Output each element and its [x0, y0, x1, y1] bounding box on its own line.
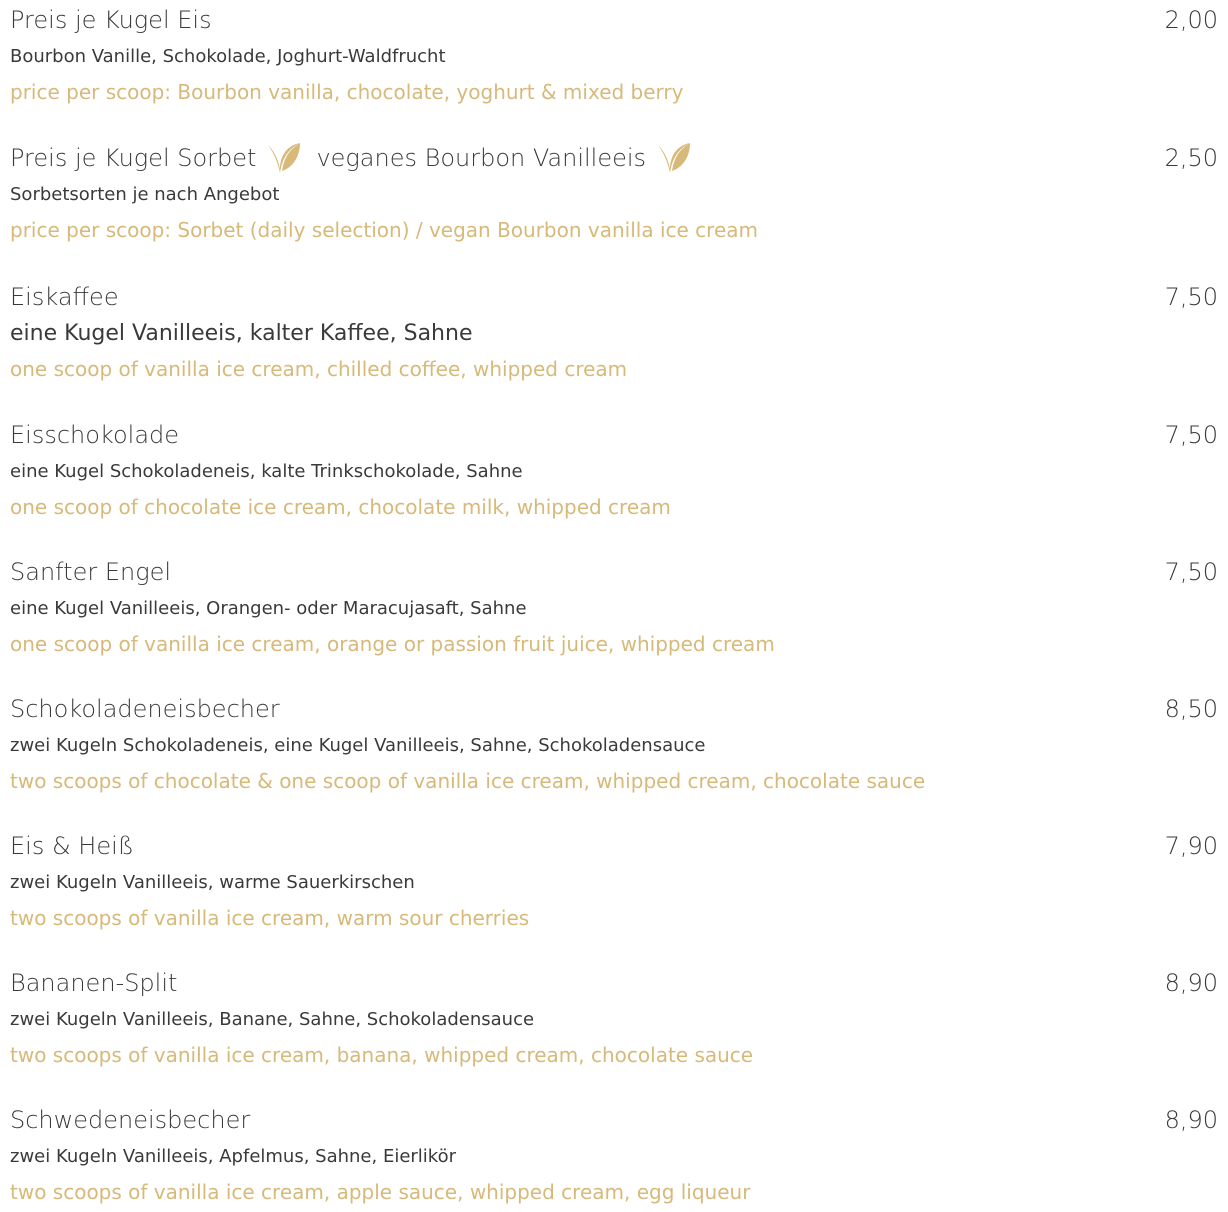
item-description-de: zwei Kugeln Schokoladeneis, eine Kugel Vanilleeis, Sahne, Schokoladensauce — [10, 735, 706, 756]
item-price: 8,50 — [1164, 695, 1218, 723]
menu-item — [10, 826, 1218, 938]
item-description-en: two scoops of vanilla ice cream, apple sauce, whipped cream, egg liqueur — [10, 1180, 751, 1204]
item-price: 2,50 — [1164, 144, 1218, 172]
item-description-en: one scoop of vanilla ice cream, chilled coffee, whipped cream — [10, 357, 628, 381]
item-description-de: eine Kugel Vanilleeis, Orangen- oder Maracujasaft, Sahne — [10, 598, 527, 619]
item-description-en: two scoops of vanilla ice cream, warm sour cherries — [10, 906, 530, 930]
menu-item — [10, 415, 1218, 527]
item-description-de: zwei Kugeln Vanilleeis, Apfelmus, Sahne, Eierlikör — [10, 1146, 456, 1167]
menu-item — [10, 552, 1218, 664]
menu-item — [10, 277, 1218, 389]
item-description-de: zwei Kugeln Vanilleeis, Banane, Sahne, Schokoladensauce — [10, 1009, 535, 1030]
item-title-row — [10, 1100, 1218, 1140]
item-title-row — [10, 963, 1218, 1003]
item-description-en: price per scoop: Sorbet (daily selection) / vegan Bourbon vanilla ice cream — [10, 218, 758, 242]
item-price: 2,00 — [1164, 6, 1218, 34]
item-price: 8,90 — [1164, 969, 1218, 997]
item-description-en: one scoop of vanilla ice cream, orange or passion fruit juice, whipped cream — [10, 632, 775, 656]
item-title-row — [10, 138, 1218, 178]
item-description-de: Sorbetsorten je nach Angebot — [10, 184, 280, 205]
item-price: 8,90 — [1164, 1106, 1218, 1134]
item-description-de: zwei Kugeln Vanilleeis, warme Sauerkirschen — [10, 872, 415, 893]
item-description-en: two scoops of vanilla ice cream, banana, whipped cream, chocolate sauce — [10, 1043, 754, 1067]
item-title: Schokoladeneisbecher — [10, 695, 280, 723]
item-title-row — [10, 826, 1218, 866]
menu-item — [10, 689, 1218, 801]
item-title-row — [10, 689, 1218, 729]
item-title: Eis & Heiß — [10, 832, 135, 860]
menu-item — [10, 963, 1218, 1075]
item-title: Sanfter Engel — [10, 558, 172, 586]
item-title: Preis je Kugel Sorbet — [10, 144, 257, 172]
item-title-row — [10, 415, 1218, 455]
item-title: Preis je Kugel Eis — [10, 6, 212, 34]
item-price: 7,50 — [1164, 558, 1218, 586]
item-title-row — [10, 0, 1218, 40]
item-title: Eiskaffee — [10, 283, 119, 311]
item-price: 7,50 — [1164, 283, 1218, 311]
item-description-en: one scoop of chocolate ice cream, chocolate milk, whipped cream — [10, 495, 671, 519]
item-description-de: Bourbon Vanille, Schokolade, Joghurt-Waldfrucht — [10, 46, 446, 67]
menu-item — [10, 0, 1218, 112]
item-price: 7,90 — [1164, 832, 1218, 860]
leaf-icon — [264, 139, 304, 177]
item-description-de: eine Kugel Schokoladeneis, kalte Trinkschokolade, Sahne — [10, 461, 523, 482]
item-description-en: two scoops of chocolate & one scoop of vanilla ice cream, whipped cream, chocolate sauce — [10, 769, 926, 793]
item-price: 7,50 — [1164, 421, 1218, 449]
leaf-icon — [654, 139, 694, 177]
item-title-group — [10, 138, 1218, 178]
item-title-part2: veganes Bourbon Vanilleeis — [316, 144, 647, 172]
item-title: Schwedeneisbecher — [10, 1106, 251, 1134]
item-title-row — [10, 552, 1218, 592]
item-description-de: eine Kugel Vanilleeis, kalter Kaffee, Sahne — [10, 321, 473, 346]
item-description-en: price per scoop: Bourbon vanilla, chocolate, yoghurt & mixed berry — [10, 80, 684, 104]
item-title-row — [10, 277, 1218, 317]
menu-item — [10, 138, 1218, 250]
menu-item — [10, 1100, 1218, 1212]
item-title: Eisschokolade — [10, 421, 180, 449]
item-title: Bananen-Split — [10, 969, 178, 997]
